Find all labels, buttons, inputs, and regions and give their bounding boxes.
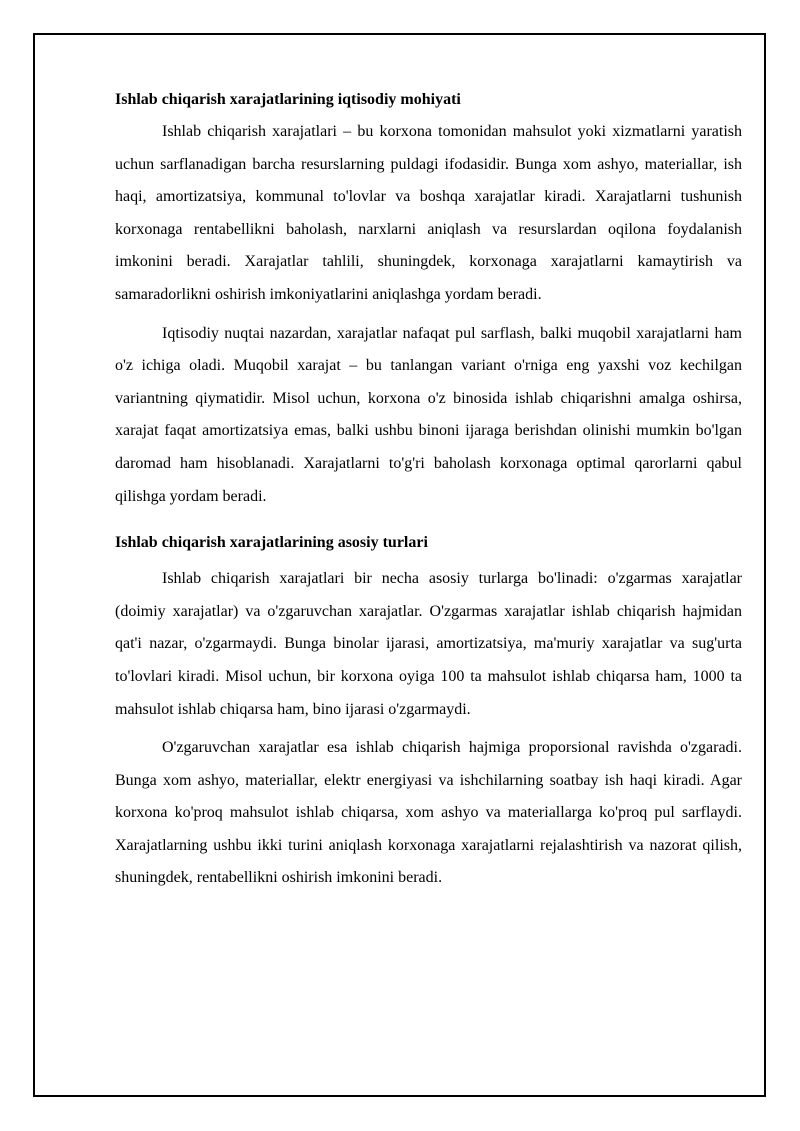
paragraph-variable-costs: O'zgaruvchan xarajatlar esa ishlab chiqarish hajmiga proporsional ravishda o'zgaradi. Bunga xom ashyo, materiallar, elektr energiyasi va ishchilarning soatbay ish haqi kiradi. Agar korxona ko'proq mahsulot ishlab chiqarsa, xom ashyo va materiallarga ko'proq pul sarflaydi. Xarajatlarning ushbu ikki turini aniqlash korxonaga xarajatlarni rejalashtirish va nazorat qilish, shuningdek, rentabellikni oshirish imkonini beradi. (115, 739, 742, 887)
section-heading-economic-essence: Ishlab chiqarish xarajatlarining iqtisodiy mohiyati (115, 91, 461, 108)
paragraph-fixed-costs: Ishlab chiqarish xarajatlari bir necha asosiy turlarga bo'linadi: o'zgarmas xarajatlar (doimiy xarajatlar) va o'zgaruvchan xarajatlar. O'zgarmas xarajatlar ishlab chiqarish hajmidan qat'i nazar, o'zgarmaydi. Bunga binolar ijarasi, amortizatsiya, ma'muriy xarajatlar va sug'urta to'lovlari kiradi. Misol uchun, bir korxona oyiga 100 ta mahsulot ishlab chiqarsa ham, 1000 ta mahsulot ishlab chiqarsa ham, bino ijarasi o'zgarmaydi. (115, 570, 742, 718)
section-heading-main-types: Ishlab chiqarish xarajatlarining asosiy turlari (115, 534, 428, 552)
paragraph-cost-definition: Ishlab chiqarish xarajatlari – bu korxona tomonidan mahsulot yoki xizmatlarni yaratish uchun sarflanadigan barcha resurslarning puldagi ifodasidir. Bunga xom ashyo, materiallar, ish haqi, amortizatsiya, kommunal to'lovlar va boshqa xarajatlar kiradi. Xarajatlarni tushunish korxonaga rentabellikni baholash, narxlarni aniqlash va resurslardan oqilona foydalanish imkonini beradi. Xarajatlar tahlili, shuningdek, korxonaga xarajatlarni kamaytirish va samaradorlikni oshirish imkoniyatlarini aniqlashga yordam beradi. (115, 123, 742, 303)
paragraph-opportunity-cost: Iqtisodiy nuqtai nazardan, xarajatlar nafaqat pul sarflash, balki muqobil xarajatlarni ham o'z ichiga oladi. Muqobil xarajat – bu tanlangan variant o'rniga eng yaxshi voz kechilgan variantning qiymatidir. Misol uchun, korxona o'z binosida ishlab chiqarishni amalga oshirsa, xarajat faqat amortizatsiya emas, balki ushbu binoni ijaraga berishdan olinishi mumkin bo'lgan daromad ham hisoblanadi. Xarajatlarni to'g'ri baholash korxonaga optimal qarorlarni qabul qilishga yordam beradi. (115, 324, 742, 505)
document-body (115, 84, 742, 895)
